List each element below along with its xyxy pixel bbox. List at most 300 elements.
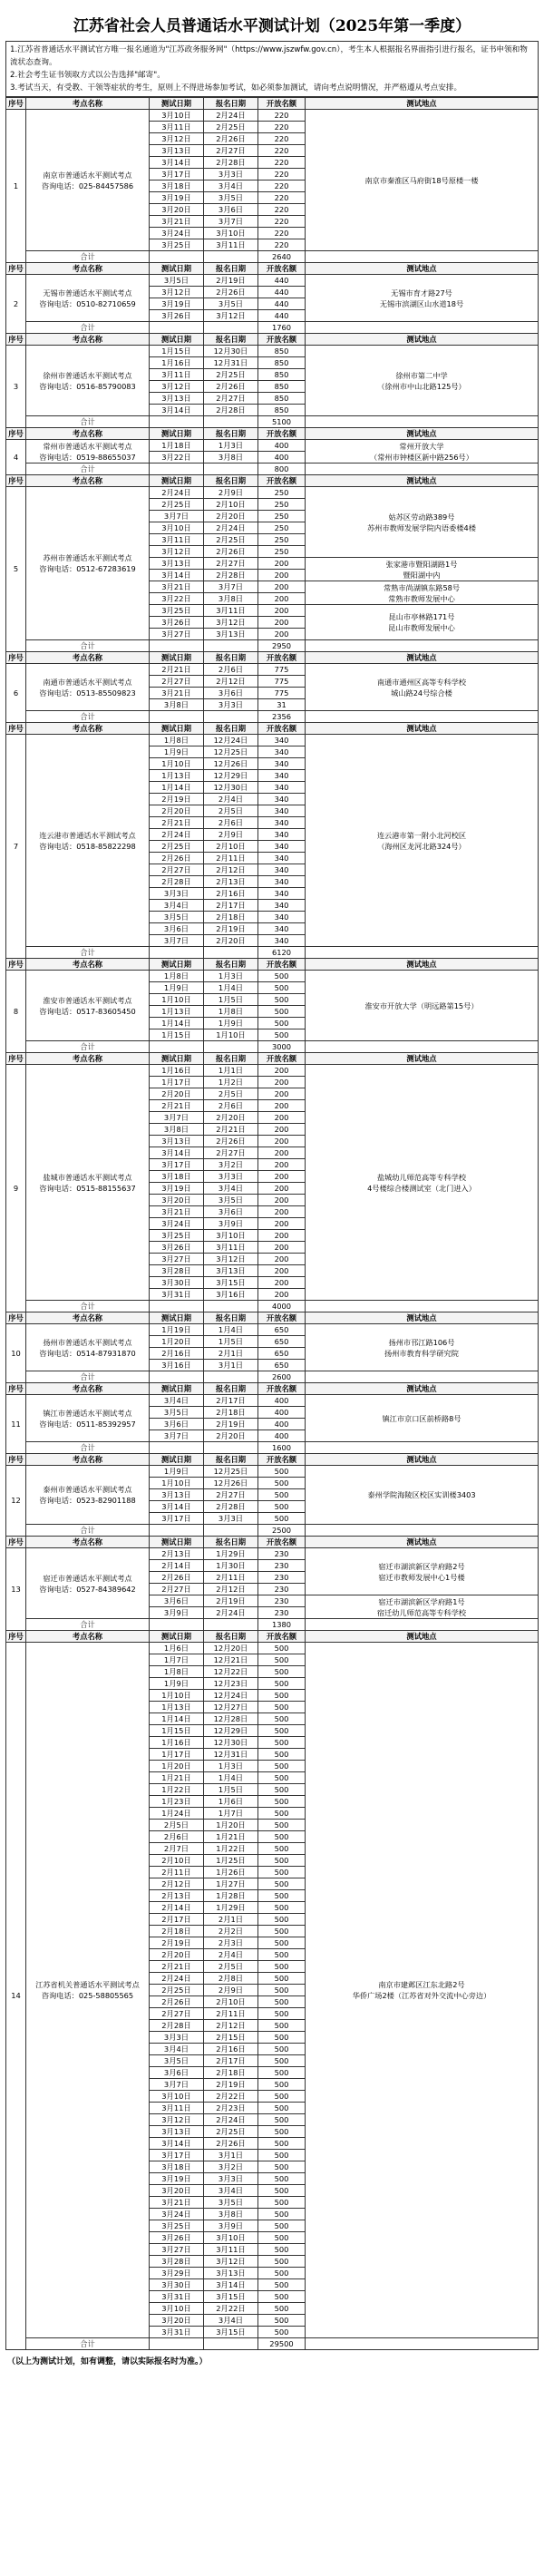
- total-label: 合计: [26, 1041, 150, 1053]
- test-date-cell: 2月27日: [150, 864, 204, 876]
- reg-date-cell: 3月2日: [204, 2161, 258, 2173]
- reg-date-cell: 2月12日: [204, 2020, 258, 2032]
- reg-date-cell: 2月4日: [204, 794, 258, 805]
- reg-date-cell: 2月22日: [204, 2091, 258, 2103]
- header-date: 测试日期: [150, 959, 204, 971]
- reg-date-cell: 12月26日: [204, 758, 258, 770]
- reg-date-cell: 2月25日: [204, 534, 258, 546]
- reg-date-cell: 2月25日: [204, 369, 258, 381]
- address-line: 南京市建邺区江东北路2号: [378, 1980, 465, 1989]
- quota-cell: 340: [258, 770, 306, 782]
- seq-cell: 5: [6, 487, 26, 652]
- test-date-cell: 2月25日: [150, 841, 204, 853]
- total-spacer-2: [204, 322, 258, 334]
- quota-cell: 220: [258, 133, 306, 145]
- reg-date-cell: 2月27日: [204, 1147, 258, 1159]
- address-line: 昆山市亭林路171号: [388, 612, 455, 621]
- seq-cell: 8: [6, 971, 26, 1053]
- quota-cell: 500: [258, 2232, 306, 2244]
- table-row: [6, 1643, 539, 1654]
- reg-date-cell: 1月4日: [204, 1324, 258, 1336]
- header-date: 测试日期: [150, 1454, 204, 1466]
- quota-cell: 500: [258, 1973, 306, 1985]
- total-spacer-2: [204, 1041, 258, 1053]
- quota-cell: 850: [258, 405, 306, 416]
- reg-date-cell: 2月20日: [204, 1112, 258, 1124]
- table-row: [6, 1548, 539, 1560]
- test-date-cell: 3月17日: [150, 2150, 204, 2161]
- test-date-cell: 2月24日: [150, 829, 204, 841]
- total-spacer-1: [150, 947, 204, 959]
- quota-cell: 850: [258, 369, 306, 381]
- test-date-cell: 3月30日: [150, 1277, 204, 1289]
- total-spacer-3: [306, 1301, 539, 1312]
- address-line: 扬州市邗江路106号: [388, 1337, 455, 1347]
- reg-date-cell: 12月29日: [204, 1725, 258, 1737]
- reg-date-cell: 2月13日: [204, 876, 258, 888]
- test-date-cell: 3月31日: [150, 2327, 204, 2338]
- total-row: [6, 1442, 539, 1454]
- address-line: 宿迁市湖滨新区学府路2号: [378, 1561, 465, 1571]
- total-row: [6, 711, 539, 723]
- quota-cell: 200: [258, 1289, 306, 1301]
- test-date-cell: 3月10日: [150, 110, 204, 122]
- reg-date-cell: 2月20日: [204, 1430, 258, 1442]
- reg-date-cell: 2月6日: [204, 817, 258, 829]
- reg-date-cell: 2月6日: [204, 1100, 258, 1112]
- address-cell: [306, 487, 539, 558]
- quota-cell: 500: [258, 1820, 306, 1831]
- quota-cell: 500: [258, 982, 306, 994]
- test-date-cell: 3月12日: [150, 2114, 204, 2126]
- address-cell: [306, 1466, 539, 1525]
- site-phone: 咨询电话：0516-85790083: [39, 381, 136, 391]
- test-date-cell: 3月4日: [150, 1395, 204, 1407]
- test-date-cell: 2月6日: [150, 1831, 204, 1843]
- seq-cell: 2: [6, 275, 26, 334]
- header-date: 测试日期: [150, 1631, 204, 1643]
- reg-date-cell: 2月9日: [204, 1985, 258, 1996]
- address-cell: [306, 346, 539, 416]
- quota-cell: 500: [258, 994, 306, 1006]
- test-date-cell: 1月15日: [150, 346, 204, 357]
- address-cell: [306, 1395, 539, 1442]
- quota-cell: 500: [258, 1006, 306, 1018]
- quota-cell: 500: [258, 1018, 306, 1029]
- test-date-cell: 3月20日: [150, 204, 204, 216]
- test-date-cell: 1月24日: [150, 1808, 204, 1820]
- test-date-cell: 3月26日: [150, 617, 204, 629]
- note-3: 3.考试当天，有受教、干领等症状的考生，原则上不得进场参加考试，如必须参加测试，请向考点说明情况，并严格遵从考点安排。: [10, 83, 462, 93]
- site-cell: [26, 487, 150, 640]
- quota-cell: 500: [258, 2114, 306, 2126]
- test-date-cell: 1月14日: [150, 1018, 204, 1029]
- test-date-cell: 1月10日: [150, 1690, 204, 1702]
- header-addr: 测试地点: [306, 1537, 539, 1548]
- total-row: [6, 1371, 539, 1383]
- table-row: [6, 440, 539, 452]
- quota-cell: 500: [258, 2256, 306, 2268]
- total-value: 2950: [258, 640, 306, 652]
- quota-cell: 200: [258, 1065, 306, 1077]
- quota-cell: 500: [258, 2197, 306, 2209]
- address-line: （徐州市中山北路125号）: [377, 381, 466, 391]
- total-spacer-2: [204, 711, 258, 723]
- reg-date-cell: 12月24日: [204, 735, 258, 746]
- total-spacer-2: [204, 251, 258, 263]
- quota-cell: 500: [258, 1478, 306, 1489]
- quota-cell: 850: [258, 393, 306, 405]
- header-reg: 报名日期: [204, 1383, 258, 1395]
- reg-date-cell: 3月5日: [204, 192, 258, 204]
- quota-cell: 440: [258, 275, 306, 287]
- test-date-cell: 2月27日: [150, 2008, 204, 2020]
- quota-cell: 340: [258, 794, 306, 805]
- quota-cell: 220: [258, 216, 306, 228]
- quota-cell: 340: [258, 782, 306, 794]
- header-quota: 开放名额: [258, 1537, 306, 1548]
- total-value: 5100: [258, 416, 306, 428]
- total-value: 1380: [258, 1619, 306, 1631]
- reg-date-cell: 2月17日: [204, 2055, 258, 2067]
- address-cell: [306, 1548, 539, 1595]
- header-addr: 测试地点: [306, 652, 539, 664]
- site-phone: 咨询电话：0523-82901188: [39, 1496, 136, 1505]
- total-spacer-3: [306, 322, 539, 334]
- test-date-cell: 3月13日: [150, 2126, 204, 2138]
- reg-date-cell: 3月13日: [204, 2268, 258, 2279]
- reg-date-cell: 2月24日: [204, 110, 258, 122]
- test-date-cell: 1月15日: [150, 1725, 204, 1737]
- test-date-cell: 3月26日: [150, 1242, 204, 1254]
- quota-cell: 500: [258, 2315, 306, 2327]
- seq-cell: 6: [6, 664, 26, 723]
- test-date-cell: 3月5日: [150, 912, 204, 923]
- test-date-cell: 3月21日: [150, 581, 204, 593]
- quota-cell: 400: [258, 1395, 306, 1407]
- reg-date-cell: 2月10日: [204, 1996, 258, 2008]
- header-addr: 测试地点: [306, 475, 539, 487]
- header-reg: 报名日期: [204, 475, 258, 487]
- reg-date-cell: 2月18日: [204, 912, 258, 923]
- test-date-cell: 3月9日: [150, 1607, 204, 1619]
- total-label: 合计: [26, 1619, 150, 1631]
- quota-cell: 650: [258, 1324, 306, 1336]
- note-1: 1.江苏省普通话水平测试官方唯一报名通道为"江苏政务服务网"（https://www.jszwfw.gov.cn），考生本人根据报名界面指引进行报名，证书申领和物流状态查询。: [10, 45, 528, 67]
- quota-cell: 500: [258, 1878, 306, 1890]
- site-cell: [26, 440, 150, 463]
- test-date-cell: 3月17日: [150, 1159, 204, 1171]
- notes-box: [5, 41, 539, 97]
- quota-cell: 400: [258, 440, 306, 452]
- test-date-cell: 2月5日: [150, 1820, 204, 1831]
- header-quota: 开放名额: [258, 1053, 306, 1065]
- address-line: 宿迁幼儿师范高等专科学校: [376, 1607, 467, 1617]
- header-seq: 序号: [6, 1454, 26, 1466]
- footer-note: （以上为测试计划，如有调整，请以实际报名时为准。）: [7, 2357, 208, 2366]
- reg-date-cell: 3月3日: [204, 699, 258, 711]
- site-phone: 咨询电话：0513-85509823: [39, 688, 136, 698]
- reg-date-cell: 1月6日: [204, 1796, 258, 1808]
- header-quota: 开放名额: [258, 334, 306, 346]
- quota-cell: 500: [258, 1902, 306, 1914]
- header-site: 考点名称: [26, 1537, 150, 1548]
- site-cell: [26, 1466, 150, 1525]
- header-seq: 序号: [6, 959, 26, 971]
- test-date-cell: 1月10日: [150, 994, 204, 1006]
- test-date-cell: 3月27日: [150, 2244, 204, 2256]
- test-date-cell: 2月14日: [150, 1902, 204, 1914]
- test-date-cell: 3月25日: [150, 2220, 204, 2232]
- seq-cell: 12: [6, 1466, 26, 1537]
- site-phone: 咨询电话：0510-82710659: [39, 298, 136, 308]
- table-row: [6, 346, 539, 357]
- quota-cell: 200: [258, 1147, 306, 1159]
- quota-cell: 400: [258, 452, 306, 463]
- test-date-cell: 3月6日: [150, 1419, 204, 1430]
- reg-date-cell: 2月5日: [204, 805, 258, 817]
- test-date-cell: 3月8日: [150, 1124, 204, 1136]
- quota-cell: 500: [258, 1855, 306, 1867]
- reg-date-cell: 3月12日: [204, 310, 258, 322]
- reg-date-cell: 1月3日: [204, 971, 258, 982]
- reg-date-cell: 2月18日: [204, 2067, 258, 2079]
- address-line: 常熟市教师发展中心: [388, 593, 455, 603]
- quota-cell: 850: [258, 346, 306, 357]
- header-date: 测试日期: [150, 428, 204, 440]
- quota-cell: 200: [258, 1242, 306, 1254]
- test-date-cell: 3月25日: [150, 239, 204, 251]
- quota-cell: 500: [258, 1702, 306, 1713]
- quota-cell: 500: [258, 1513, 306, 1525]
- reg-date-cell: 3月1日: [204, 1360, 258, 1371]
- reg-date-cell: 1月5日: [204, 1336, 258, 1348]
- test-date-cell: 1月14日: [150, 782, 204, 794]
- test-date-cell: 1月6日: [150, 1643, 204, 1654]
- quota-cell: 500: [258, 2079, 306, 2091]
- test-date-cell: 3月22日: [150, 593, 204, 605]
- header-reg: 报名日期: [204, 1537, 258, 1548]
- quota-cell: 220: [258, 145, 306, 157]
- reg-date-cell: 12月30日: [204, 782, 258, 794]
- quota-cell: 230: [258, 1595, 306, 1607]
- total-spacer-1: [150, 322, 204, 334]
- site-phone: 咨询电话：0518-85822298: [39, 841, 136, 851]
- quota-cell: 500: [258, 2008, 306, 2020]
- test-date-cell: 2月26日: [150, 1996, 204, 2008]
- test-date-cell: 2月26日: [150, 1572, 204, 1584]
- test-date-cell: 3月3日: [150, 888, 204, 900]
- reg-date-cell: 2月28日: [204, 405, 258, 416]
- site-name: 无锡市普通话水平测试考点: [43, 288, 132, 298]
- reg-date-cell: 3月12日: [204, 617, 258, 629]
- reg-date-cell: 12月25日: [204, 1466, 258, 1478]
- site-cell: [26, 110, 150, 251]
- reg-date-cell: 2月16日: [204, 888, 258, 900]
- test-date-cell: 3月13日: [150, 145, 204, 157]
- test-date-cell: 3月19日: [150, 1183, 204, 1195]
- header-date: 测试日期: [150, 1383, 204, 1395]
- site-name: 镇江市普通话水平测试考点: [43, 1408, 132, 1418]
- test-date-cell: 1月8日: [150, 1666, 204, 1678]
- quota-cell: 200: [258, 617, 306, 629]
- total-label: 合计: [26, 640, 150, 652]
- quota-cell: 250: [258, 534, 306, 546]
- table-row: [6, 487, 539, 499]
- quota-cell: 500: [258, 2150, 306, 2161]
- table-row: [6, 971, 539, 982]
- quota-cell: 500: [258, 2291, 306, 2303]
- quota-cell: 340: [258, 805, 306, 817]
- reg-date-cell: 12月28日: [204, 1713, 258, 1725]
- test-date-cell: 3月11日: [150, 2103, 204, 2114]
- quota-cell: 500: [258, 2173, 306, 2185]
- reg-date-cell: 3月11日: [204, 605, 258, 617]
- test-date-cell: 1月19日: [150, 1324, 204, 1336]
- header-row: [6, 334, 539, 346]
- test-date-cell: 1月23日: [150, 1796, 204, 1808]
- test-date-cell: 2月28日: [150, 2020, 204, 2032]
- reg-date-cell: 2月22日: [204, 2303, 258, 2315]
- test-date-cell: 3月5日: [150, 2055, 204, 2067]
- reg-date-cell: 2月19日: [204, 1595, 258, 1607]
- header-quota: 开放名额: [258, 1631, 306, 1643]
- quota-cell: 775: [258, 676, 306, 688]
- quota-cell: 500: [258, 1713, 306, 1725]
- reg-date-cell: 3月4日: [204, 2185, 258, 2197]
- header-site: 考点名称: [26, 1454, 150, 1466]
- quota-cell: 200: [258, 1265, 306, 1277]
- site-name: 江苏省机关普通话水平测试考点: [35, 1980, 140, 1989]
- test-date-cell: 3月4日: [150, 2044, 204, 2055]
- test-date-cell: 3月29日: [150, 2268, 204, 2279]
- reg-date-cell: 1月4日: [204, 1772, 258, 1784]
- test-date-cell: 3月7日: [150, 2079, 204, 2091]
- seq-cell: 9: [6, 1065, 26, 1312]
- header-row: [6, 1631, 539, 1643]
- test-date-cell: 3月21日: [150, 1206, 204, 1218]
- total-spacer-2: [204, 947, 258, 959]
- reg-date-cell: 2月26日: [204, 133, 258, 145]
- test-date-cell: 2月21日: [150, 664, 204, 676]
- reg-date-cell: 3月5日: [204, 298, 258, 310]
- test-date-cell: 1月17日: [150, 1077, 204, 1088]
- quota-cell: 500: [258, 1749, 306, 1761]
- site-name: 泰州市普通话水平测试考点: [43, 1485, 132, 1494]
- total-row: [6, 1525, 539, 1537]
- test-date-cell: 3月26日: [150, 310, 204, 322]
- site-cell: [26, 1395, 150, 1442]
- header-date: 测试日期: [150, 98, 204, 110]
- quota-cell: 500: [258, 2020, 306, 2032]
- site-cell: [26, 664, 150, 711]
- reg-date-cell: 1月2日: [204, 1077, 258, 1088]
- quota-cell: 500: [258, 1725, 306, 1737]
- quota-cell: 200: [258, 1159, 306, 1171]
- address-line: 4号楼综合楼测试室（北门进入）: [367, 1183, 476, 1193]
- reg-date-cell: 3月8日: [204, 2209, 258, 2220]
- reg-date-cell: 2月2日: [204, 1926, 258, 1937]
- reg-date-cell: 2月27日: [204, 1489, 258, 1501]
- table-row: [6, 1466, 539, 1478]
- reg-date-cell: 2月5日: [204, 1088, 258, 1100]
- quota-cell: 500: [258, 2209, 306, 2220]
- quota-cell: 500: [258, 2032, 306, 2044]
- header-seq: 序号: [6, 263, 26, 275]
- test-date-cell: 2月17日: [150, 1914, 204, 1926]
- quota-cell: 500: [258, 1654, 306, 1666]
- test-date-cell: 3月20日: [150, 2185, 204, 2197]
- reg-date-cell: 3月1日: [204, 2150, 258, 2161]
- total-spacer-1: [150, 711, 204, 723]
- address-cell: [306, 1324, 539, 1371]
- site-name: 盐城市普通话水平测试考点: [43, 1172, 132, 1182]
- quota-cell: 500: [258, 2138, 306, 2150]
- test-date-cell: 1月13日: [150, 770, 204, 782]
- site-phone: 咨询电话：0519-88655037: [39, 452, 136, 462]
- header-seq: 序号: [6, 1631, 26, 1643]
- test-date-cell: 3月16日: [150, 1360, 204, 1371]
- header-date: 测试日期: [150, 1537, 204, 1548]
- reg-date-cell: 12月20日: [204, 1643, 258, 1654]
- reg-date-cell: 3月3日: [204, 2173, 258, 2185]
- test-date-cell: 3月11日: [150, 534, 204, 546]
- header-addr: 测试地点: [306, 334, 539, 346]
- test-date-cell: 3月7日: [150, 1430, 204, 1442]
- quota-cell: 500: [258, 1029, 306, 1041]
- site-cell: [26, 275, 150, 322]
- test-date-cell: 1月9日: [150, 1678, 204, 1690]
- total-spacer-3: [306, 1442, 539, 1454]
- total-value: 1760: [258, 322, 306, 334]
- quota-cell: 200: [258, 629, 306, 640]
- total-spacer-2: [204, 1301, 258, 1312]
- reg-date-cell: 1月3日: [204, 440, 258, 452]
- quota-cell: 500: [258, 1961, 306, 1973]
- test-date-cell: 1月8日: [150, 735, 204, 746]
- test-date-cell: 3月30日: [150, 2279, 204, 2291]
- site-phone: 咨询电话：025-58805565: [41, 1991, 134, 2000]
- reg-date-cell: 3月7日: [204, 581, 258, 593]
- test-date-cell: 3月25日: [150, 1230, 204, 1242]
- quota-cell: 200: [258, 593, 306, 605]
- test-date-cell: 1月13日: [150, 1702, 204, 1713]
- reg-date-cell: 2月11日: [204, 2008, 258, 2020]
- header-date: 测试日期: [150, 334, 204, 346]
- reg-date-cell: 3月3日: [204, 1171, 258, 1183]
- header-addr: 测试地点: [306, 1631, 539, 1643]
- total-row: [6, 322, 539, 334]
- test-date-cell: 1月16日: [150, 357, 204, 369]
- reg-date-cell: 2月11日: [204, 1572, 258, 1584]
- header-quota: 开放名额: [258, 428, 306, 440]
- reg-date-cell: 2月28日: [204, 157, 258, 169]
- total-spacer-2: [204, 1442, 258, 1454]
- quota-cell: 500: [258, 2279, 306, 2291]
- quota-cell: 200: [258, 1136, 306, 1147]
- reg-date-cell: 3月7日: [204, 216, 258, 228]
- test-date-cell: 2月20日: [150, 805, 204, 817]
- reg-date-cell: 12月22日: [204, 1666, 258, 1678]
- quota-cell: 500: [258, 1843, 306, 1855]
- quota-cell: 220: [258, 122, 306, 133]
- quota-cell: 500: [258, 1926, 306, 1937]
- site-cell: [26, 346, 150, 416]
- reg-date-cell: 2月26日: [204, 546, 258, 558]
- reg-date-cell: 2月8日: [204, 1973, 258, 1985]
- test-date-cell: 3月6日: [150, 1595, 204, 1607]
- quota-cell: 220: [258, 169, 306, 181]
